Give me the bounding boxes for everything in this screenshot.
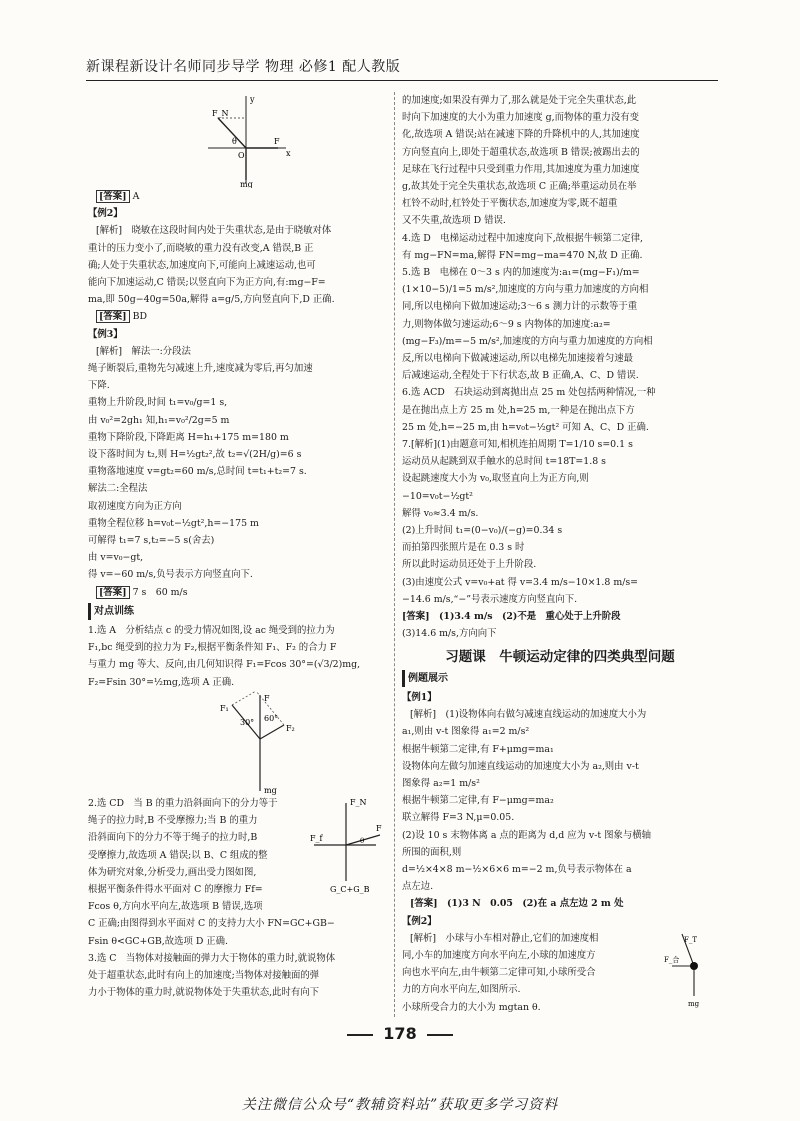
t1-line: F₁,bc 绳受到的拉力为 F₂,根据平衡条件知 F₁、F₂ 的合力 F	[88, 642, 337, 654]
ex1-line: (2)设 10 s 末物体离 a 点的距离为 d,d 应为 v-t 图象与横轴	[402, 829, 652, 841]
t7-line: 运动员从起跳到双手触水的总时间 t=18T=1.8 s	[402, 456, 606, 468]
ball-force-diagram-svg	[664, 930, 720, 1010]
ex1-line: 根据牛顿第二定律,有 F−μmg=ma₂	[402, 795, 554, 807]
t7-answer-line: (3)14.6 m/s,方向向下	[402, 628, 497, 640]
ex3-line: 重物全程位移 h=v₀t−½gt²,h=−175 m	[88, 517, 259, 529]
ex3-line: [解析] 解法一:分段法	[96, 345, 191, 357]
fig3-ff-label: F_f	[310, 833, 323, 843]
ex3-line: 绳子断裂后,重物先匀减速上升,速度减为零后,再匀加速	[88, 363, 313, 375]
t7-line: 设起跳速度大小为 v₀,取竖直向上为正方向,则	[402, 473, 589, 485]
page-number-dash-left	[347, 1034, 373, 1036]
answer-label: [答案]	[96, 586, 130, 599]
force-diagram-3-svg	[306, 795, 386, 895]
fig1-fn-label: F_N	[212, 109, 229, 118]
ex1-line: 设物体向左做匀加速直线运动的加速度大小为 a₂,则由 v-t	[402, 760, 639, 772]
t1-line: 与重力 mg 等大、反向,由几何知识得 F₁=Fcos 30°=(√3/2)mg,	[88, 659, 361, 671]
t3-cont-line: 又不失重,故选项 D 错误.	[402, 215, 506, 227]
page-number	[0, 1024, 800, 1043]
t5-line: (1×10−5)/1=5 m/s²,加速度的方向与重力加速度的方向相	[402, 284, 649, 296]
force-diagram-2-svg	[88, 691, 386, 795]
page-number-dash-right	[427, 1034, 453, 1036]
ex3-line: 取初速度方向为正方向	[88, 500, 182, 512]
t5-line: 后减速运动,全程处于下行状态,故 B 正确,A、C、D 错误.	[402, 370, 639, 382]
answer-label: [答案]	[96, 190, 130, 203]
ex2b-line: 同,小车的加速度方向水平向左,小球的加速度方	[402, 949, 596, 961]
t4-line: 4.选 D 电梯运动过程中加速度向下,故根据牛顿第二定律,	[402, 232, 644, 244]
t7-line: 解得 v₀≈3.4 m/s.	[402, 507, 479, 519]
ball-mark	[690, 962, 698, 970]
ex1-answer: [答案] (1)3 N 0.05 (2)在 a 点左边 2 m 处	[410, 898, 624, 910]
ex3-line: 解法二:全程法	[88, 483, 148, 495]
fig1-o-label: O	[238, 151, 245, 160]
ex3-line: 重物上升阶段,时间 t₁=v₀/g=1 s,	[88, 397, 228, 409]
page-number-value: 178	[383, 1024, 417, 1043]
t5-line: 反,所以电梯向下做减速运动,所以电梯先加速接着匀速最	[402, 353, 633, 365]
fig1-y-label: y	[250, 95, 255, 104]
t5-line: 同,所以电梯向下做加速运动;3～6 s 测力计的示数等于重	[402, 301, 638, 313]
fig2-f1-label: F₁	[220, 703, 229, 713]
ex2-line: 确;人处于失重状态,加速度向下,可能向上减速运动,也可	[88, 259, 316, 271]
ex2-line: [解析] 晓敏在这段时间内处于失重状态,是由于晓敏对体	[96, 225, 332, 237]
t6-line: 6.选 ACD 石块运动到离抛出点 25 m 处包括两种情况,一种	[402, 387, 656, 399]
t1-line: 1.选 A 分析结点 c 的受力情况如图,设 ac 绳受到的拉力为	[88, 625, 335, 637]
fig2-angle30: 30°	[240, 717, 255, 727]
t5-line: 5.选 B 电梯在 0～3 s 内的加速度为:a₁=(mg−F₁)/m=	[402, 267, 640, 279]
t5-line: (mg−F₃)/m=−5 m/s²,加速度的方向与重力加速度的方向相	[402, 335, 653, 347]
section-title-examples: 例题展示	[402, 670, 718, 687]
ex3-line: 重物下降阶段,下降距离 H=h₁+175 m=180 m	[88, 431, 289, 443]
answer-label: [答案]	[96, 310, 130, 323]
t2-line: 体为研究对象,分析受力,画出受力图如图,	[88, 866, 257, 878]
lesson-title: 习题课 牛顿运动定律的四类典型问题	[445, 648, 675, 665]
fig1-f-label: F	[274, 137, 280, 146]
ex1-line: 点左边.	[402, 881, 434, 893]
example-3-tag: 【例3】	[88, 328, 123, 340]
fig3-fn-label: F_N	[350, 797, 367, 807]
fig1-mg-label: mg	[240, 180, 253, 188]
t3-line: 处于超重状态,此时有向上的加速度;当物体对接触面的弹	[88, 969, 320, 981]
t7-answer-line: [答案] (1)3.4 m/s (2)不是 重心处于上升阶段	[402, 611, 621, 623]
answer-value: A	[132, 191, 140, 202]
t3-cont-line: 的加速度;如果没有弹力了,那么就是处于完全失重状态,此	[402, 95, 637, 106]
fig1-x-label: x	[286, 149, 291, 158]
t3-cont-line: 时向下加速度的大小为重力加速度 g,而物体的重力没有变	[402, 112, 639, 124]
t7-line: 7.[解析](1)由题意可知,相机连拍周期 T=1/10 s=0.1 s	[402, 439, 633, 451]
ex1-line: 根据牛顿第二定律,有 F+μmg=ma₁	[402, 743, 554, 755]
fig2-f2-label: F₂	[286, 723, 295, 733]
left-column	[88, 92, 386, 1001]
ex2b-line: 小球所受合力的大小为 mgtan θ.	[402, 1001, 541, 1013]
fig4-ft-label: F_T	[684, 935, 698, 944]
t2-line: 根据平衡条件得水平面对 C 的摩擦力 Ff=	[88, 883, 263, 895]
ex3-line: 重物落地速度 v=gt₂=60 m/s,总时间 t=t₁+t₂=7 s.	[88, 466, 307, 478]
ex3-line: 下降.	[88, 380, 110, 392]
example-2b-tag: 【例2】	[402, 915, 437, 927]
ex3-line: 得 v=−60 m/s,负号表示方向竖直向下.	[88, 569, 253, 581]
running-header: 新课程新设计名师同步导学 物理 必修1 配人教版	[86, 59, 401, 75]
force-diagram-1	[88, 92, 386, 188]
force-diagram-2	[88, 691, 386, 795]
ex1-line: a₁,则由 v-t 图象得 a₁=2 m/s²	[402, 726, 530, 738]
fig3-f-label: F	[376, 823, 382, 833]
fig3-theta-label: θ	[360, 836, 365, 845]
ex1-line: d=½×4×8 m−½×6×6 m=−2 m,负号表示物体在 a	[402, 863, 632, 875]
t7-line: (2)上升时间 t₁=(0−v₀)/(−g)=0.34 s	[402, 525, 563, 537]
ex2b-line: 向也水平向左,由牛顿第二定律可知,小球所受合	[402, 967, 596, 979]
example-2-tag: 【例2】	[88, 208, 123, 220]
ex2-answer	[88, 308, 386, 325]
t3-line: 力小于物体的重力时,就说物体处于失重状态,此时有向下	[88, 987, 319, 999]
t7-line: (3)由速度公式 v=v₀+at 得 v=3.4 m/s−10×1.8 m/s=	[402, 576, 639, 588]
ex1-line: 图象得 a₂=1 m/s²	[402, 777, 480, 789]
t2-line: 受摩擦力,故选项 A 错误;以 B、C 组成的整	[88, 849, 268, 861]
answer-value: 7 s 60 m/s	[132, 586, 188, 598]
fig4-fh-label: F_合	[664, 955, 680, 964]
t1-line: F₂=Fsin 30°=½mg,选项 A 正确.	[88, 676, 235, 688]
answer-value: BD	[132, 311, 148, 323]
ex2b-block	[402, 930, 718, 1016]
ex1-line: 联立解得 F=3 N,μ=0.05.	[402, 812, 515, 824]
section-title: 对点训练	[88, 603, 386, 620]
fig2-f-label: F	[264, 693, 270, 703]
t3-cont-line: 化,故选项 A 错误;站在减速下降的升降机中的人,其加速度	[402, 129, 640, 141]
ex1-line: 所围的面积,则	[402, 846, 462, 858]
t7-line: −14.6 m/s,“−”号表示速度方向竖直向下.	[402, 593, 578, 605]
t2-block	[88, 795, 386, 950]
fig2-angle60: 60°	[264, 713, 279, 723]
fig3-g-label: G_C+G_B	[330, 884, 370, 894]
ex3-answer	[88, 584, 386, 601]
t3-cont-line: 足球在飞行过程中只受到重力作用,其加速度为重力加速度	[402, 163, 640, 175]
ex2b-line: 力的方向水平向左,如图所示.	[402, 984, 521, 996]
fig2-mg-label: mg	[264, 785, 277, 795]
t2-line: Fsin θ<GC+GB,故选项 D 正确.	[88, 935, 229, 947]
t6-line: 25 m 处,h=−25 m,由 h=v₀t−½gt² 可知 A、C、D 正确.	[402, 421, 649, 433]
t2-line: C 正确;由图得到水平面对 C 的支持力大小 FN=GC+GB−	[88, 918, 335, 930]
fig4-mg-label: mg	[688, 999, 700, 1008]
t3-cont-line: 杠铃不动时,杠铃处于平衡状态,加速度为零,既不超重	[402, 198, 618, 210]
footer-note: 关注微信公众号“教辅资料站”获取更多学习资料	[241, 1097, 559, 1113]
ex3-line: 由 v=v₀−gt,	[88, 552, 144, 564]
t6-line: 是在抛出点上方 25 m 处,h=25 m,一种是在抛出点下方	[402, 404, 635, 416]
t7-line: 而拍第四张照片是在 0.3 s 时	[402, 542, 525, 554]
ex2-line: 能向下加速运动,C 错误;以竖直向下为正方向,有:mg−F=	[88, 277, 326, 289]
ex1-line: [解析] (1)设物体向右做匀减速直线运动的加速度大小为	[410, 709, 647, 721]
t3-cont-line: 方向竖直向上,即处于超重状态,故选项 B 错误;被踢出去的	[402, 146, 640, 158]
fig1-theta-label: θ	[232, 137, 237, 146]
answer-a	[88, 188, 386, 205]
header-rule	[86, 80, 718, 81]
t2-line: Fcos θ,方向水平向左,故选项 B 错误,选项	[88, 901, 263, 913]
t3-line: 3.选 C 当物体对接触面的弹力大于物体的重力时,就说物体	[88, 952, 336, 964]
t4-line: 有 mg−FN=ma,解得 FN=mg−ma=470 N,故 D 正确.	[402, 249, 643, 261]
t3-cont-line: g,故其处于完全失重状态,故选项 C 正确;举重运动员在举	[402, 181, 637, 193]
t7-line: 所以此时运动员还处于上升阶段.	[402, 559, 537, 571]
t2-line: 绳子的拉力时,B 不受摩擦力;当 B 的重力	[88, 815, 258, 827]
ex2-line: ma,即 50g−40g=50a,解得 a=g/5,方向竖直向下,D 正确.	[88, 294, 335, 306]
ex2-line: 重计的压力变小了,而晓敏的重力没有改变,A 错误,B 正	[88, 242, 314, 254]
ex2b-line: [解析] 小球与小车相对静止,它们的加速度相	[410, 932, 599, 944]
ex3-line: 可解得 t₁=7 s,t₂=−5 s(舍去)	[88, 535, 215, 547]
force-diagram-1-svg	[88, 92, 386, 188]
column-divider	[394, 92, 395, 1017]
ex3-line: 设下落时间为 t₂,则 H=½gt₂²,故 t₂=√(2H/g)=6 s	[88, 449, 302, 461]
t7-line: −10=v₀t−½gt²	[402, 490, 473, 502]
t2-line: 沿斜面向下的分力不等于绳子的拉力时,B	[88, 832, 258, 844]
t2-line: 2.选 CD 当 B 的重力沿斜面向下的分力等于	[88, 797, 278, 809]
ex3-line: 由 v₀²=2gh₁ 知,h₁=v₀²/2g=5 m	[88, 414, 230, 426]
right-column	[402, 92, 718, 1016]
example-1-tag: 【例1】	[402, 691, 437, 703]
t5-line: 力,则物体做匀速运动;6～9 s 内物体的加速度:a₂=	[402, 318, 611, 330]
